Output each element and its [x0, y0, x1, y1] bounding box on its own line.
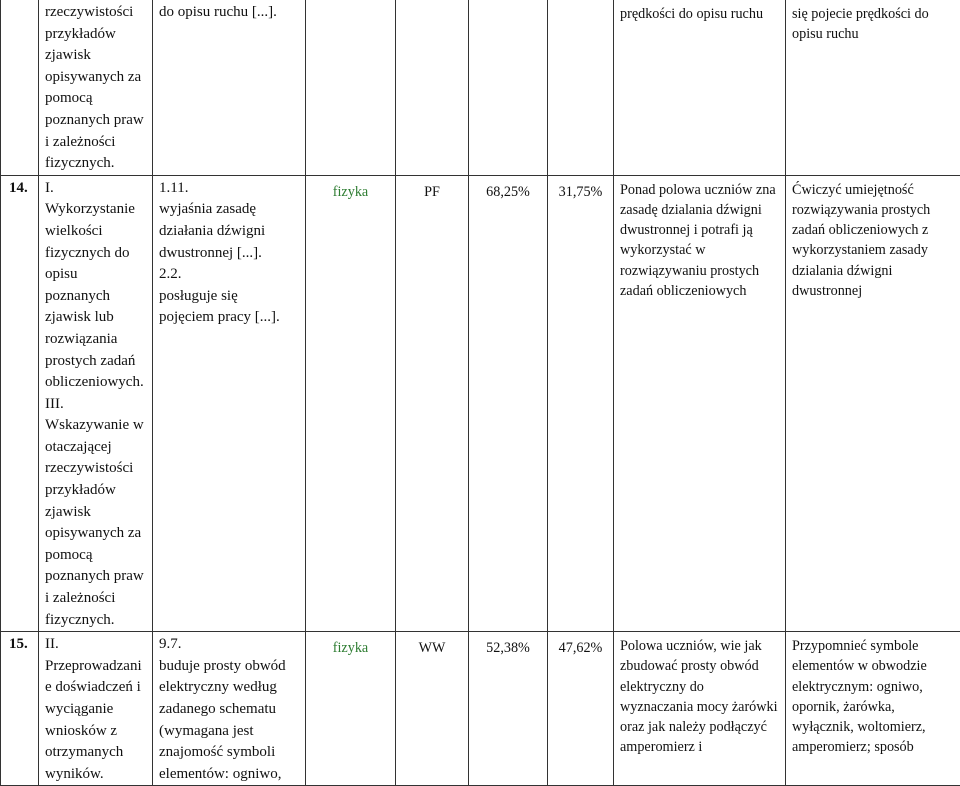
recommendation-cell: Ćwiczyć umiejętność rozwiązywania prostych zadań obliczeniowych z wykorzystaniem zasady dzialania dźwigni dwustronnej — [786, 175, 960, 631]
row-number: 15. — [1, 632, 39, 786]
general-requirement-cell: II. Przeprowadzani e doświadczeń i wyciąganie wniosków z otrzymanych wyników. — [39, 632, 153, 786]
general-requirement-cell: I. Wykorzystanie wielkości fizycznych do opisu poznanych zjawisk lub rozwiązania prostych zadań obliczeniowych. III. Wskazywanie w otaczającej rzeczywistości przykładów zjawisk opisywanych za pomocą poznanych praw i zależności fizycznych. — [39, 175, 153, 631]
subject-cell — [306, 0, 396, 175]
recommendation-cell: się pojecie prędkości do opisu ruchu — [786, 0, 960, 175]
area-cell: PF — [396, 175, 469, 631]
row-number — [1, 0, 39, 175]
area-cell: WW — [396, 632, 469, 786]
recommendation-cell: Przypomnieć symbole elementów w obwodzie elektrycznym: ogniwo, opornik, żarówka, wyłącznik, woltomierz, amperomierz; sposób — [786, 632, 960, 786]
table-row — [1, 0, 960, 175]
area-cell — [396, 0, 469, 175]
table-row — [1, 632, 960, 786]
table-row — [1, 175, 960, 631]
detailed-requirement-cell: 1.11. wyjaśnia zasadę działania dźwigni dwustronnej [...]. 2.2. posługuje się pojęciem pracy [...]. — [153, 175, 306, 631]
row-number: 14. — [1, 175, 39, 631]
general-requirement-cell: rzeczywistości przykładów zjawisk opisywanych za pomocą poznanych praw i zależności fizycznych. — [39, 0, 153, 175]
subject-cell: fizyka — [306, 175, 396, 631]
detailed-requirement-cell: do opisu ruchu [...]. — [153, 0, 306, 175]
pct-wrong-cell: 47,62% — [548, 632, 614, 786]
pct-wrong-cell: 31,75% — [548, 175, 614, 631]
pct-correct-cell — [469, 0, 548, 175]
pct-wrong-cell — [548, 0, 614, 175]
conclusion-cell: prędkości do opisu ruchu — [614, 0, 786, 175]
pct-correct-cell: 52,38% — [469, 632, 548, 786]
pct-correct-cell: 68,25% — [469, 175, 548, 631]
conclusion-cell: Ponad polowa uczniów zna zasadę dzialania dźwigni dwustronnej i potrafi ją wykorzystać w rozwiązywaniu prostych zadań obliczeniowych — [614, 175, 786, 631]
detailed-requirement-cell: 9.7. buduje prosty obwód elektryczny według zadanego schematu (wymagana jest znajomość symboli elementów: ogniwo, — [153, 632, 306, 786]
subject-cell: fizyka — [306, 632, 396, 786]
conclusion-cell: Polowa uczniów, wie jak zbudować prosty obwód elektryczny do wyznaczania mocy żarówki oraz jak należy podłączyć amperomierz i — [614, 632, 786, 786]
